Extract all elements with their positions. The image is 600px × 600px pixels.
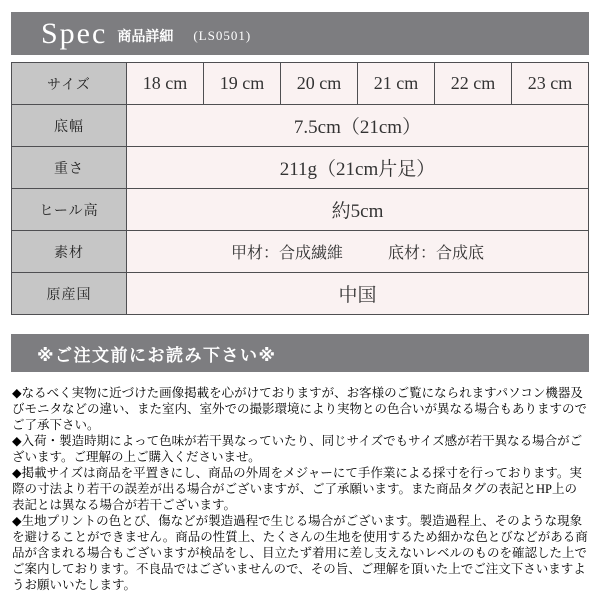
table-row-heel-height bbox=[12, 189, 589, 231]
notice-paragraph-monitor-color: ◆なるべく実物に近づけた画像掲載を心がけておりますが、お客様のご覧になられますパソコン機器及びモニタなどの違い、また室内、室外での撮影環境により実物との色合いが異なる場合もありますのでご了承下さい。 bbox=[12, 386, 588, 432]
size-value-21: 21 cm bbox=[358, 63, 435, 105]
material-value bbox=[127, 231, 589, 273]
notice-header-bar bbox=[11, 334, 589, 372]
origin-label: 原産国 bbox=[12, 273, 127, 315]
material-upper: 甲材：合成繊維 bbox=[230, 245, 343, 262]
notice-paragraph-fabric-print: ◆生地プリントの色とび、傷などが製造過程で生じる場合がございます。製造過程上、そのような現象を避けることができません。商品の性質上、たくさんの生地を使用するため細かな色とびなどがある商品が含まれる場合もございますが検品をし、目立たず着用に差し支えないレベルのものを確認した上でご案内しております。不良品ではございませんので、その旨、ご理解を頂いた上でご注文下さいますようお願いいたします。 bbox=[12, 514, 588, 592]
size-value-23: 23 cm bbox=[512, 63, 589, 105]
table-row-size bbox=[12, 63, 589, 105]
material-sole: 底材：合成底 bbox=[388, 245, 485, 262]
size-value-19: 19 cm bbox=[204, 63, 281, 105]
size-value-20: 20 cm bbox=[281, 63, 358, 105]
material-pair bbox=[231, 240, 484, 263]
size-value-22: 22 cm bbox=[435, 63, 512, 105]
table-row-material bbox=[12, 231, 589, 273]
spec-header-bar bbox=[11, 12, 589, 55]
origin-value: 中国 bbox=[127, 273, 589, 315]
weight-value: 211g（21cm片足） bbox=[127, 147, 589, 189]
heel-height-label: ヒール高 bbox=[12, 189, 127, 231]
table-row-origin bbox=[12, 273, 589, 315]
spec-title-japanese: 商品詳細 bbox=[117, 27, 174, 44]
heel-height-value: 約5cm bbox=[127, 189, 589, 231]
product-code: (LS0501) bbox=[193, 27, 252, 43]
spec-table bbox=[11, 62, 589, 315]
spec-title-english: Spec bbox=[41, 16, 108, 50]
notice-paragraph-measurement: ◆掲載サイズは商品を平置きにし、商品の外周をメジャーにて手作業による採寸を行っております。実際の寸法より若干の誤差が出る場合がございますが、ご了承願います。また商品タグの表記とHP上の表記とは異なる場合が若干ございます。 bbox=[12, 466, 582, 512]
weight-label: 重さ bbox=[12, 147, 127, 189]
notice-fine-print bbox=[12, 385, 588, 593]
notice-heading: ※ご注文前にお読み下さい※ bbox=[37, 345, 277, 365]
sole-width-label: 底幅 bbox=[12, 105, 127, 147]
size-label: サイズ bbox=[12, 63, 127, 105]
notice-paragraph-lot-variation: ◆入荷・製造時期によって色味が若干異なっていたり、同じサイズでもサイズ感が若干異なる場合がございます。ご理解の上ご購入くださいませ。 bbox=[12, 434, 583, 464]
table-row-sole-width bbox=[12, 105, 589, 147]
size-value-18: 18 cm bbox=[127, 63, 204, 105]
sole-width-value: 7.5cm（21cm） bbox=[127, 105, 589, 147]
table-row-weight bbox=[12, 147, 589, 189]
material-label: 素材 bbox=[12, 231, 127, 273]
